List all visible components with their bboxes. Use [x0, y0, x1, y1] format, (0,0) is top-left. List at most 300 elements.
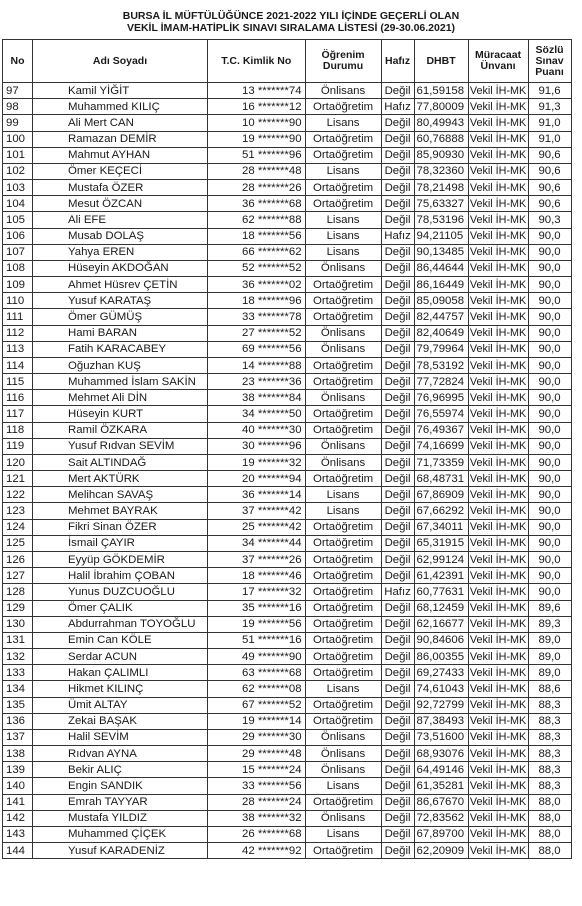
table-row	[3, 746, 572, 762]
cell-application: Vekil İH-MK	[468, 584, 528, 600]
cell-dhbt: 82,44757	[414, 309, 468, 325]
table-row	[3, 83, 572, 99]
cell-dhbt: 69,27433	[414, 665, 468, 681]
cell-hafiz: Değil	[381, 519, 414, 535]
cell-dhbt: 68,93076	[414, 746, 468, 762]
cell-tc: 38 *******84	[208, 390, 306, 406]
cell-name: Mustafa YILDIZ	[33, 810, 208, 826]
cell-education: Önlisans	[305, 260, 381, 276]
cell-name: Mehmet Ali DİN	[33, 390, 208, 406]
cell-education: Lisans	[305, 212, 381, 228]
cell-score: 88,3	[528, 762, 571, 778]
header-no: No	[3, 40, 33, 83]
cell-dhbt: 76,49367	[414, 422, 468, 438]
cell-dhbt: 85,90930	[414, 147, 468, 163]
cell-dhbt: 80,49943	[414, 115, 468, 131]
cell-dhbt: 67,89700	[414, 826, 468, 842]
cell-name: Yunus DUZCUOĞLU	[33, 584, 208, 600]
cell-tc: 37 *******26	[208, 551, 306, 567]
table-row	[3, 212, 572, 228]
cell-no: 121	[3, 471, 33, 487]
cell-tc: 30 *******96	[208, 438, 306, 454]
cell-dhbt: 67,34011	[414, 519, 468, 535]
cell-score: 90,0	[528, 535, 571, 551]
table-row	[3, 762, 572, 778]
cell-education: Önlisans	[305, 762, 381, 778]
cell-hafiz: Değil	[381, 762, 414, 778]
cell-score: 88,0	[528, 810, 571, 826]
table-row	[3, 374, 572, 390]
cell-application: Vekil İH-MK	[468, 357, 528, 373]
cell-education: Ortaöğretim	[305, 535, 381, 551]
cell-score: 90,0	[528, 422, 571, 438]
cell-application: Vekil İH-MK	[468, 83, 528, 99]
cell-no: 131	[3, 632, 33, 648]
cell-education: Önlisans	[305, 810, 381, 826]
cell-dhbt: 60,77631	[414, 584, 468, 600]
cell-no: 143	[3, 826, 33, 842]
cell-education: Ortaöğretim	[305, 147, 381, 163]
cell-hafiz: Değil	[381, 131, 414, 147]
cell-score: 90,0	[528, 487, 571, 503]
cell-education: Önlisans	[305, 438, 381, 454]
cell-hafiz: Değil	[381, 309, 414, 325]
cell-hafiz: Değil	[381, 244, 414, 260]
cell-tc: 66 *******62	[208, 244, 306, 260]
cell-hafiz: Değil	[381, 180, 414, 196]
cell-score: 88,3	[528, 713, 571, 729]
cell-tc: 49 *******90	[208, 649, 306, 665]
cell-education: Ortaöğretim	[305, 843, 381, 859]
cell-tc: 69 *******56	[208, 341, 306, 357]
cell-no: 102	[3, 163, 33, 179]
cell-application: Vekil İH-MK	[468, 293, 528, 309]
cell-name: Fikri Sinan ÖZER	[33, 519, 208, 535]
cell-education: Önlisans	[305, 341, 381, 357]
cell-no: 125	[3, 535, 33, 551]
cell-education: Önlisans	[305, 729, 381, 745]
cell-no: 107	[3, 244, 33, 260]
cell-dhbt: 75,63327	[414, 196, 468, 212]
cell-hafiz: Değil	[381, 147, 414, 163]
cell-education: Lisans	[305, 487, 381, 503]
cell-score: 90,0	[528, 503, 571, 519]
cell-score: 90,0	[528, 390, 571, 406]
table-row	[3, 99, 572, 115]
table-row	[3, 115, 572, 131]
cell-no: 120	[3, 454, 33, 470]
cell-score: 89,6	[528, 600, 571, 616]
cell-hafiz: Değil	[381, 471, 414, 487]
table-body	[3, 83, 572, 859]
table-row	[3, 325, 572, 341]
cell-dhbt: 90,13485	[414, 244, 468, 260]
cell-score: 90,0	[528, 309, 571, 325]
cell-name: Abdurrahman TOYOĞLU	[33, 616, 208, 632]
cell-tc: 20 *******94	[208, 471, 306, 487]
cell-score: 90,0	[528, 244, 571, 260]
cell-education: Ortaöğretim	[305, 374, 381, 390]
cell-hafiz: Değil	[381, 196, 414, 212]
cell-tc: 36 *******02	[208, 277, 306, 293]
document-title	[0, 0, 582, 34]
cell-name: Hakan ÇALIMLI	[33, 665, 208, 681]
cell-tc: 16 *******12	[208, 99, 306, 115]
cell-no: 97	[3, 83, 33, 99]
cell-no: 128	[3, 584, 33, 600]
table-row	[3, 535, 572, 551]
cell-no: 139	[3, 762, 33, 778]
cell-hafiz: Değil	[381, 697, 414, 713]
cell-hafiz: Değil	[381, 810, 414, 826]
cell-dhbt: 79,79964	[414, 341, 468, 357]
table-row	[3, 390, 572, 406]
cell-score: 91,3	[528, 99, 571, 115]
cell-application: Vekil İH-MK	[468, 794, 528, 810]
cell-tc: 42 *******92	[208, 843, 306, 859]
cell-tc: 15 *******24	[208, 762, 306, 778]
table-row	[3, 551, 572, 567]
cell-hafiz: Değil	[381, 535, 414, 551]
table-row	[3, 163, 572, 179]
table-row	[3, 454, 572, 470]
cell-application: Vekil İH-MK	[468, 810, 528, 826]
cell-hafiz: Değil	[381, 487, 414, 503]
cell-name: Hüseyin KURT	[33, 406, 208, 422]
cell-application: Vekil İH-MK	[468, 535, 528, 551]
cell-hafiz: Değil	[381, 713, 414, 729]
cell-hafiz: Değil	[381, 826, 414, 842]
cell-education: Ortaöğretim	[305, 551, 381, 567]
cell-education: Ortaöğretim	[305, 568, 381, 584]
cell-tc: 25 *******42	[208, 519, 306, 535]
cell-tc: 38 *******32	[208, 810, 306, 826]
cell-score: 90,0	[528, 438, 571, 454]
cell-application: Vekil İH-MK	[468, 260, 528, 276]
cell-tc: 18 *******46	[208, 568, 306, 584]
cell-hafiz: Değil	[381, 406, 414, 422]
table-row	[3, 422, 572, 438]
ranking-table	[2, 39, 572, 859]
cell-no: 127	[3, 568, 33, 584]
cell-application: Vekil İH-MK	[468, 147, 528, 163]
cell-education: Ortaöğretim	[305, 632, 381, 648]
cell-name: Hami BARAN	[33, 325, 208, 341]
cell-name: Ömer KEÇECİ	[33, 163, 208, 179]
cell-application: Vekil İH-MK	[468, 422, 528, 438]
cell-application: Vekil İH-MK	[468, 826, 528, 842]
cell-application: Vekil İH-MK	[468, 762, 528, 778]
cell-application: Vekil İH-MK	[468, 503, 528, 519]
cell-education: Önlisans	[305, 83, 381, 99]
table-row	[3, 228, 572, 244]
cell-hafiz: Değil	[381, 843, 414, 859]
cell-education: Ortaöğretim	[305, 99, 381, 115]
cell-no: 115	[3, 374, 33, 390]
cell-application: Vekil İH-MK	[468, 325, 528, 341]
cell-name: Fatih KARACABEY	[33, 341, 208, 357]
cell-score: 90,0	[528, 584, 571, 600]
cell-no: 119	[3, 438, 33, 454]
cell-hafiz: Değil	[381, 422, 414, 438]
cell-score: 90,0	[528, 519, 571, 535]
cell-tc: 29 *******30	[208, 729, 306, 745]
cell-application: Vekil İH-MK	[468, 713, 528, 729]
cell-education: Ortaöğretim	[305, 422, 381, 438]
cell-tc: 19 *******56	[208, 616, 306, 632]
cell-dhbt: 62,20909	[414, 843, 468, 859]
cell-dhbt: 86,44644	[414, 260, 468, 276]
cell-application: Vekil İH-MK	[468, 131, 528, 147]
cell-dhbt: 65,31915	[414, 535, 468, 551]
cell-dhbt: 61,35281	[414, 778, 468, 794]
cell-application: Vekil İH-MK	[468, 99, 528, 115]
cell-education: Lisans	[305, 778, 381, 794]
table-row	[3, 843, 572, 859]
cell-education: Lisans	[305, 244, 381, 260]
cell-hafiz: Değil	[381, 83, 414, 99]
cell-application: Vekil İH-MK	[468, 228, 528, 244]
cell-name: Oğuzhan KUŞ	[33, 357, 208, 373]
table-row	[3, 568, 572, 584]
table-row	[3, 729, 572, 745]
cell-dhbt: 90,84606	[414, 632, 468, 648]
table-row	[3, 244, 572, 260]
cell-dhbt: 78,53192	[414, 357, 468, 373]
cell-no: 142	[3, 810, 33, 826]
table-row	[3, 713, 572, 729]
cell-name: Melihcan SAVAŞ	[33, 487, 208, 503]
cell-name: Ümit ALTAY	[33, 697, 208, 713]
cell-education: Ortaöğretim	[305, 649, 381, 665]
cell-no: 136	[3, 713, 33, 729]
cell-hafiz: Değil	[381, 665, 414, 681]
cell-hafiz: Değil	[381, 325, 414, 341]
cell-tc: 62 *******88	[208, 212, 306, 228]
cell-tc: 34 *******50	[208, 406, 306, 422]
cell-dhbt: 68,12459	[414, 600, 468, 616]
cell-name: Engin SANDIK	[33, 778, 208, 794]
cell-name: Zekai BAŞAK	[33, 713, 208, 729]
cell-name: Ali Mert CAN	[33, 115, 208, 131]
cell-no: 99	[3, 115, 33, 131]
header-hafiz: Hafız	[381, 40, 414, 83]
cell-dhbt: 64,49146	[414, 762, 468, 778]
cell-application: Vekil İH-MK	[468, 746, 528, 762]
cell-application: Vekil İH-MK	[468, 180, 528, 196]
cell-no: 123	[3, 503, 33, 519]
cell-tc: 34 *******44	[208, 535, 306, 551]
cell-dhbt: 76,96995	[414, 390, 468, 406]
cell-dhbt: 86,00355	[414, 649, 468, 665]
cell-education: Ortaöğretim	[305, 196, 381, 212]
cell-tc: 63 *******68	[208, 665, 306, 681]
cell-application: Vekil İH-MK	[468, 843, 528, 859]
cell-dhbt: 76,55974	[414, 406, 468, 422]
cell-name: Yusuf KARATAŞ	[33, 293, 208, 309]
cell-score: 90,0	[528, 568, 571, 584]
cell-score: 91,0	[528, 131, 571, 147]
cell-no: 113	[3, 341, 33, 357]
cell-dhbt: 77,80009	[414, 99, 468, 115]
cell-name: Ahmet Hüsrev ÇETİN	[33, 277, 208, 293]
cell-score: 90,6	[528, 147, 571, 163]
cell-no: 135	[3, 697, 33, 713]
cell-hafiz: Değil	[381, 357, 414, 373]
cell-dhbt: 94,21105	[414, 228, 468, 244]
cell-hafiz: Değil	[381, 568, 414, 584]
cell-tc: 52 *******52	[208, 260, 306, 276]
cell-hafiz: Değil	[381, 632, 414, 648]
cell-score: 88,3	[528, 697, 571, 713]
header-education: Öğrenim Durumu	[305, 40, 381, 83]
cell-hafiz: Değil	[381, 341, 414, 357]
cell-no: 134	[3, 681, 33, 697]
cell-dhbt: 85,09058	[414, 293, 468, 309]
cell-hafiz: Değil	[381, 277, 414, 293]
table-row	[3, 665, 572, 681]
cell-no: 98	[3, 99, 33, 115]
cell-no: 103	[3, 180, 33, 196]
cell-score: 88,6	[528, 681, 571, 697]
cell-score: 88,3	[528, 746, 571, 762]
cell-application: Vekil İH-MK	[468, 778, 528, 794]
cell-name: Bekir ALIÇ	[33, 762, 208, 778]
cell-no: 122	[3, 487, 33, 503]
cell-education: Ortaöğretim	[305, 406, 381, 422]
table-row	[3, 131, 572, 147]
cell-education: Lisans	[305, 115, 381, 131]
cell-no: 117	[3, 406, 33, 422]
cell-education: Önlisans	[305, 454, 381, 470]
cell-no: 141	[3, 794, 33, 810]
cell-dhbt: 74,61043	[414, 681, 468, 697]
cell-score: 90,0	[528, 406, 571, 422]
cell-score: 91,6	[528, 83, 571, 99]
cell-education: Ortaöğretim	[305, 584, 381, 600]
cell-name: Musab DOLAŞ	[33, 228, 208, 244]
table-row	[3, 649, 572, 665]
cell-hafiz: Değil	[381, 649, 414, 665]
cell-tc: 13 *******74	[208, 83, 306, 99]
cell-education: Lisans	[305, 228, 381, 244]
cell-application: Vekil İH-MK	[468, 729, 528, 745]
table-row	[3, 778, 572, 794]
cell-name: Yahya EREN	[33, 244, 208, 260]
cell-dhbt: 82,40649	[414, 325, 468, 341]
cell-tc: 62 *******08	[208, 681, 306, 697]
cell-hafiz: Değil	[381, 551, 414, 567]
cell-application: Vekil İH-MK	[468, 471, 528, 487]
cell-tc: 36 *******14	[208, 487, 306, 503]
cell-no: 114	[3, 357, 33, 373]
cell-dhbt: 78,53196	[414, 212, 468, 228]
cell-application: Vekil İH-MK	[468, 568, 528, 584]
cell-no: 137	[3, 729, 33, 745]
cell-education: Ortaöğretim	[305, 309, 381, 325]
cell-tc: 27 *******52	[208, 325, 306, 341]
cell-education: Ortaöğretim	[305, 180, 381, 196]
header-tc: T.C. Kimlik No	[208, 40, 306, 83]
cell-application: Vekil İH-MK	[468, 697, 528, 713]
cell-application: Vekil İH-MK	[468, 551, 528, 567]
cell-dhbt: 86,67670	[414, 794, 468, 810]
cell-tc: 33 *******78	[208, 309, 306, 325]
cell-dhbt: 72,83562	[414, 810, 468, 826]
cell-dhbt: 78,21498	[414, 180, 468, 196]
cell-name: Ömer GÜMÜŞ	[33, 309, 208, 325]
table-row	[3, 357, 572, 373]
cell-score: 89,0	[528, 665, 571, 681]
cell-score: 88,3	[528, 778, 571, 794]
cell-hafiz: Değil	[381, 746, 414, 762]
cell-education: Ortaöğretim	[305, 713, 381, 729]
cell-hafiz: Değil	[381, 600, 414, 616]
cell-name: Kamil YİĞİT	[33, 83, 208, 99]
cell-no: 108	[3, 260, 33, 276]
cell-name: Muhammed KILIÇ	[33, 99, 208, 115]
cell-name: Yusuf KARADENİZ	[33, 843, 208, 859]
cell-application: Vekil İH-MK	[468, 438, 528, 454]
cell-score: 90,0	[528, 277, 571, 293]
table-row	[3, 503, 572, 519]
table-row	[3, 438, 572, 454]
cell-education: Ortaöğretim	[305, 131, 381, 147]
cell-education: Önlisans	[305, 390, 381, 406]
cell-name: Mehmet BAYRAK	[33, 503, 208, 519]
cell-no: 110	[3, 293, 33, 309]
cell-tc: 19 *******32	[208, 454, 306, 470]
table-row	[3, 293, 572, 309]
cell-score: 90,0	[528, 454, 571, 470]
cell-no: 124	[3, 519, 33, 535]
cell-score: 90,0	[528, 228, 571, 244]
table-row	[3, 147, 572, 163]
header-score: Sözlü Sınav Puanı	[528, 40, 571, 83]
cell-name: Rıdvan AYNA	[33, 746, 208, 762]
table-row	[3, 519, 572, 535]
cell-education: Ortaöğretim	[305, 665, 381, 681]
cell-application: Vekil İH-MK	[468, 277, 528, 293]
cell-no: 130	[3, 616, 33, 632]
cell-name: Yusuf Rıdvan SEVİM	[33, 438, 208, 454]
table-row	[3, 632, 572, 648]
cell-hafiz: Değil	[381, 163, 414, 179]
cell-no: 126	[3, 551, 33, 567]
cell-name: Eyyüp GÖKDEMİR	[33, 551, 208, 567]
cell-application: Vekil İH-MK	[468, 649, 528, 665]
cell-score: 90,0	[528, 293, 571, 309]
cell-name: İsmail ÇAYIR	[33, 535, 208, 551]
table-row	[3, 277, 572, 293]
table-row	[3, 260, 572, 276]
cell-hafiz: Değil	[381, 681, 414, 697]
cell-hafiz: Değil	[381, 729, 414, 745]
cell-application: Vekil İH-MK	[468, 163, 528, 179]
cell-score: 90,6	[528, 180, 571, 196]
cell-name: Ramil ÖZKARA	[33, 422, 208, 438]
table-row	[3, 826, 572, 842]
cell-education: Ortaöğretim	[305, 697, 381, 713]
cell-score: 90,0	[528, 357, 571, 373]
cell-dhbt: 74,16699	[414, 438, 468, 454]
cell-no: 129	[3, 600, 33, 616]
cell-application: Vekil İH-MK	[468, 454, 528, 470]
cell-hafiz: Değil	[381, 390, 414, 406]
cell-dhbt: 67,66292	[414, 503, 468, 519]
cell-no: 132	[3, 649, 33, 665]
cell-name: Sait ALTINDAĞ	[33, 454, 208, 470]
